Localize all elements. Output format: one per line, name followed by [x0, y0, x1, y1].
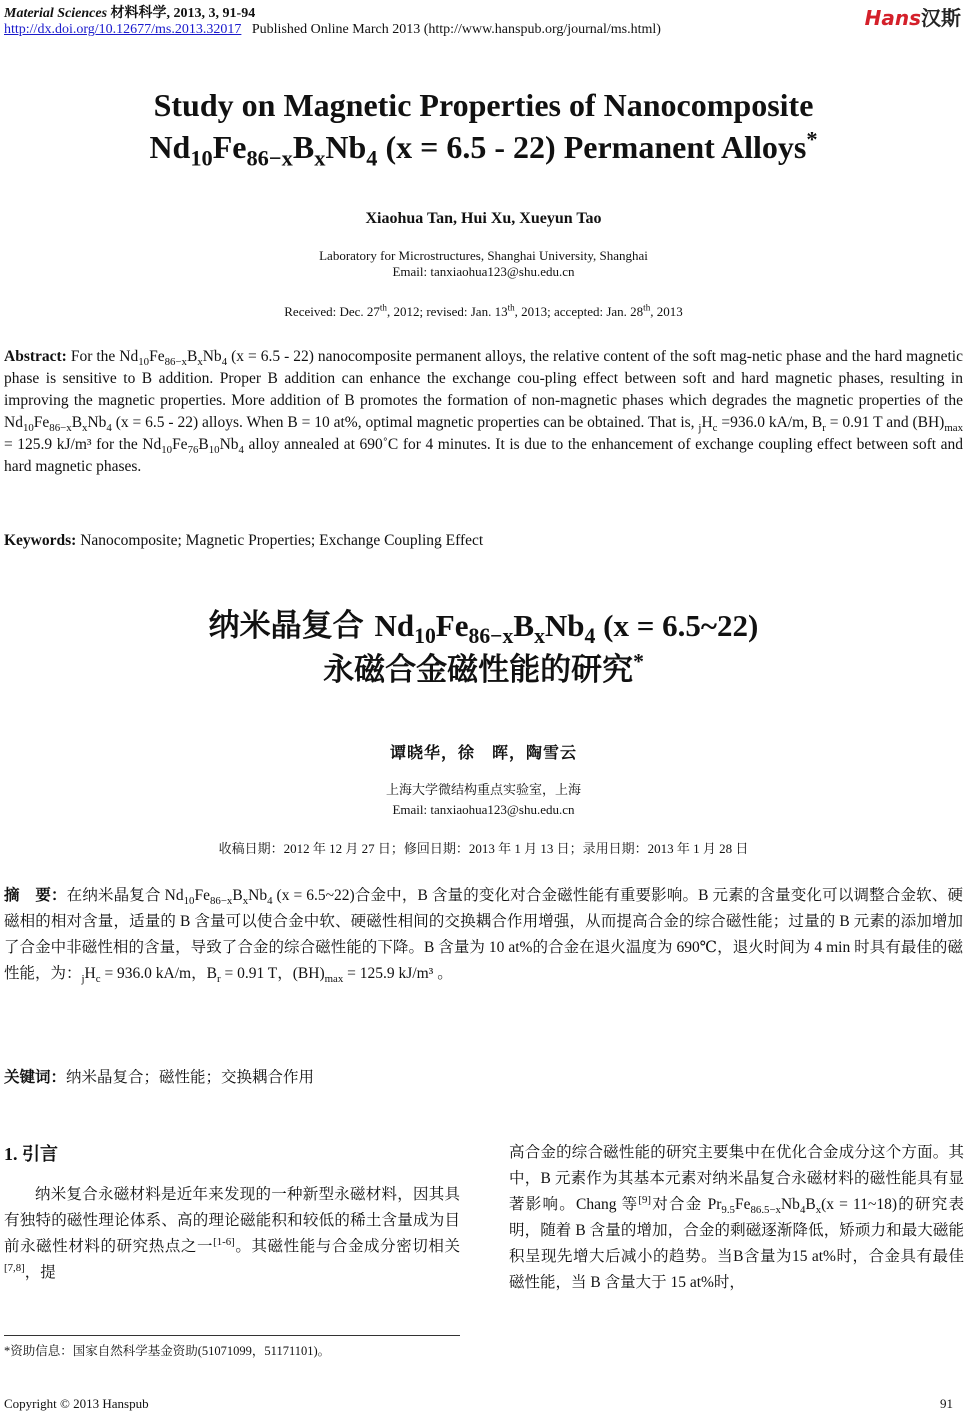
authors-zh: 谭晓华，徐 晖，陶雪云 — [389, 745, 577, 762]
abstract-zh-label: 摘 要： — [4, 886, 67, 904]
section-1-heading: 1. 引言 — [4, 1144, 58, 1164]
title-zh-line1: 纳米晶复合 $Nd_{10}Fe_{86-x}B_xNb_4$ (x = 6.5~22) — [208, 608, 759, 649]
doi-link[interactable]: http://dx.doi.org/10.12677/ms.2013.32017 — [4, 22, 242, 37]
affiliation-en-text: Laboratory for Microstructures, Shanghai University, Shanghai — [319, 248, 648, 263]
title-zh-line2: 永磁合金磁性能的研究* — [323, 649, 644, 688]
abstract-zh: 摘 要：在纳米晶复合 $Nd_{10}Fe_{86-x}B_xNb_4$ (x = 6.5~22)合金中，B 含量的变化对合金磁性能有重要影响。B 元素的含量变化可以调整合金软、硬磁相的相对含量，适量的 B 含量可以使合金中软、硬磁性相间的交换耦合作用增强，从而提高合金的综合磁性能；过量的 B 元素的添加增加了合金中非磁性相的含量，导致了合金的综合磁性能的下降。B 含量为 10 at%的合金在退火温度为 690℃，退火时间为 4 min 时具有最佳的磁性能，为：$_jH_c = 936.0$ kA/m，$B_r = 0.91$ T，$(BH)_{max} = 125.9$ kJ/m³ 。 — [4, 886, 963, 986]
section-1-right-column: 高合金的综合磁性能的研究主要集中在优化合金成分这个方面。其中，B 元素作为其基本元素对纳米晶复合永磁材料的磁性能具有显著影响。Chang 等[9]对合金 $Pr_{9.5}Fe_{86.5-x}Nb_4B_x(x$ = 11~18)的研究表明，随着 B 含量的增加，合金的剩磁逐渐降低，矫顽力和最大磁能积呈现先增大后减小的趋势。当B含量为15 at%时，合金具有最佳磁性能，当 B 含量大于 15 at%时， — [509, 1144, 964, 1291]
footer-copyright: Copyright © 2013 Hanspub — [4, 1396, 149, 1411]
keywords-en-label: Keywords: — [4, 532, 77, 549]
published-info: Published Online March 2013 (http://www.hanspub.org/journal/ms.html) — [251, 22, 661, 37]
received-dates-zh: 收稿日期：2012 年 12 月 27 日；修回日期：2013 年 1 月 13 日；录用日期：2013 年 1 月 28 日 — [218, 841, 749, 856]
keywords-en — [4, 530, 963, 552]
logo-cjk: 汉斯 — [921, 6, 961, 30]
keywords-zh-label: 关键词： — [4, 1068, 67, 1086]
journal-issue: 材料科学, 2013, 3, 91-94 — [107, 6, 256, 21]
authors-en: Xiaohua Tan, Hui Xu, Xueyun Tao — [365, 210, 602, 227]
journal-header — [4, 2, 255, 22]
title-en-line1: Study on Magnetic Properties of Nanocomposite — [153, 87, 814, 123]
logo-latin: Hans — [864, 6, 921, 30]
title-en — [0, 84, 967, 171]
footnote-divider — [4, 1335, 460, 1336]
received-dates-en: Received: Dec. 27th, 2012; revised: Jan. 13th, 2013; accepted: Jan. 28th, 2013 — [284, 302, 683, 319]
abstract-en: Abstract: For the $Nd_{10}Fe_{86-x}B_xNb_4$ (x = 6.5 - 22) nanocomposite permanent alloys, the relative content of the soft mag-netic phase and the hard magnetic phase is sensitive to B addition. Proper B addition can enhance the exchange cou-pling effect between soft and hard magnetic phases, resulting in improving the magnetic properties. More addition of B promotes the formation of non-magnetic phases which degrades the magnetic properties of the $Nd_{10}Fe_{86-x}B_xNb_4$ (x = 6.5 - 22) alloys. When B = 10 at%, optimal magnetic properties can be obtained. That is, $_jH_c =936.0$ kA/m, $B_r = 0.91$ T and $(BH)_{max} = 125.9$ kJ/m³ for the $Nd_{10}Fe_{76}B_{10}Nb_4$ alloy annealed at 690˚C for 4 minutes. It is due to the enhancement of exchange coupling effect between soft and hard magnetic phases. — [4, 348, 963, 475]
abstract-en-label: Abstract: — [4, 348, 67, 365]
doi-line — [4, 22, 661, 38]
keywords-zh — [4, 1066, 963, 1089]
affiliation-zh — [0, 780, 967, 820]
section-1-left-column: 纳米复合永磁材料是近年来发现的一种新型永磁材料，因其具有独特的磁性理论体系、高的理论磁能积和较低的稀土含量成为目前永磁性材料的研究热点之一[1-6]。其磁性能与合金成分密切相关[7,8]，提 — [4, 1186, 460, 1281]
email-zh: Email: tanxiaohua123@shu.edu.cn — [392, 802, 575, 817]
affiliation-en — [0, 248, 967, 280]
footnote-funding: *资助信息：国家自然科学基金资助(51071099，51171101)。 — [4, 1344, 331, 1358]
keywords-zh-text: 纳米晶复合；磁性能；交换耦合作用 — [66, 1069, 315, 1086]
hanspub-logo — [865, 2, 961, 31]
keywords-en-text: Nanocomposite; Magnetic Properties; Exchange Coupling Effect — [80, 532, 484, 549]
email-en: Email: tanxiaohua123@shu.edu.cn — [392, 264, 575, 279]
title-en-line2: $Nd_{10}Fe_{86-x}B_xNb_4$ (x = 6.5 - 22) Permanent Alloys* — [149, 126, 818, 171]
footer-page-number: 91 — [940, 1396, 953, 1411]
affiliation-zh-text: 上海大学微结构重点实验室，上海 — [385, 782, 581, 797]
title-zh — [0, 604, 967, 692]
journal-name: Material Sciences — [4, 6, 108, 21]
